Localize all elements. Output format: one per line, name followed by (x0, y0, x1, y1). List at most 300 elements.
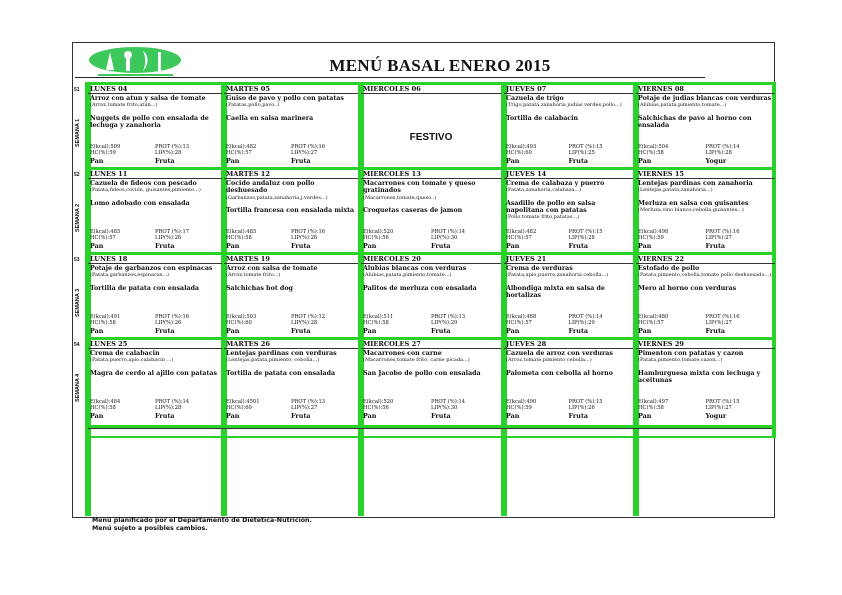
bread-dessert (226, 243, 356, 250)
day-cell (361, 85, 501, 167)
day-header: VIERNES 29 (636, 340, 775, 349)
bread-label: Pan (226, 157, 240, 165)
lipids-value: LIP(%):26 (155, 235, 182, 242)
protein-value: PROT (%):17 (155, 229, 190, 235)
nutrition-row (506, 150, 631, 156)
day-header: MIERCOLES 27 (361, 340, 501, 349)
day-menu (361, 264, 501, 292)
carbs-value: HC(%):58 (638, 405, 664, 412)
dish-name: Cazuela de arroz con verduras (506, 350, 613, 357)
energy-value: E(kcal):482 (226, 144, 257, 150)
bread-label: Pan (506, 412, 520, 420)
hospital-logo (88, 46, 183, 78)
carbs-value: HC(%):58 (226, 235, 252, 242)
nutrition-row (226, 320, 356, 326)
protein-value: PROT (%):14 (155, 399, 190, 405)
day-header: MARTES 12 (224, 170, 358, 179)
protein-value: PROT (%):16 (705, 229, 740, 235)
day-cell (636, 170, 775, 252)
nutrition-info (638, 229, 773, 242)
dish-name: Hamburguesa mixta con lechuga y aceitunas (638, 369, 761, 385)
nutrition-row (638, 235, 773, 241)
carbs-value: HC(%):58 (363, 320, 389, 327)
day-header: MIERCOLES 13 (361, 170, 501, 179)
dish-name: Tortilla de patata con ensalada (90, 284, 200, 292)
lipids-value: LIP(%):28 (291, 320, 318, 327)
energy-value: E(kcal):488 (506, 314, 537, 320)
lipids-value: LIP(%):29 (431, 320, 458, 327)
dish-name: Tortilla francesa con ensalada mixta (226, 207, 355, 215)
day-header: MARTES 19 (224, 255, 358, 264)
bread-dessert (506, 328, 631, 335)
energy-value: E(kcal):497 (638, 399, 669, 405)
nutrition-info (226, 144, 356, 157)
energy-value: E(kcal):480 (638, 314, 669, 320)
bread-dessert (638, 158, 773, 165)
bread-label: Pan (506, 157, 520, 165)
lipids-value: LIP(%):30 (431, 405, 458, 412)
bread-label: Pan (638, 157, 652, 165)
dish-name: Lentejas pardinas con zanahoria (638, 180, 753, 187)
day-menu (361, 179, 501, 214)
day-menu (504, 94, 633, 122)
day-menu (224, 264, 358, 292)
nutrition-row (226, 405, 356, 411)
dish-ingredients: (Alubias,patata,pimiento,tomate...) (363, 272, 452, 279)
dish-name: Merluza en salsa con guisantes (638, 199, 749, 207)
bread-dessert (638, 328, 773, 335)
bread-label: Pan (90, 412, 104, 420)
dish-ingredients: (Patatas,pollo,pavo..) (226, 102, 280, 109)
day-header: JUEVES 21 (504, 255, 633, 264)
dish-name: Crema de verduras (506, 265, 573, 272)
dish-name: Salchichas de pavo al horno con ensalada (638, 114, 752, 130)
lipids-value: LIP(%):27 (705, 235, 732, 242)
dessert-label: Fruta (155, 412, 175, 420)
bread-label: Pan (638, 412, 652, 420)
energy-value: E(kcal):503 (226, 314, 257, 320)
carbs-value: HC(%):58 (638, 150, 664, 157)
dish-ingredients: (Trigo,patata,zanahoria judias verdes,pollo...) (506, 102, 622, 109)
dish-ingredients: (Patata,puerro,apio,calabacin ...) (90, 357, 174, 364)
energy-value: E(kcal):4501 (226, 399, 260, 405)
dish-name: Alubias blancas con verduras (363, 265, 467, 272)
dish-ingredients: (Arroz,tomate frito,atún...) (90, 102, 158, 109)
day-menu (224, 349, 358, 377)
carbs-value: HC(%):57 (638, 320, 664, 327)
dessert-label: Fruta (291, 412, 311, 420)
nutrition-row (638, 405, 773, 411)
lipids-value: LIP(%):28 (705, 150, 732, 157)
nutrition-info (363, 229, 499, 242)
lipids-value: LIP(%):26 (568, 405, 595, 412)
bread-dessert (638, 243, 773, 250)
carbs-value: HC(%):59 (506, 405, 532, 412)
day-menu (88, 349, 222, 377)
dish-ingredients: (Lentejas,patata,pimiento, cebolla...) (226, 357, 320, 364)
bread-dessert (226, 328, 356, 335)
day-menu (636, 179, 775, 213)
dessert-label: Fruta (431, 242, 451, 250)
nutrition-info (638, 314, 773, 327)
protein-value: PROT (%):13 (155, 144, 190, 150)
day-menu (88, 94, 222, 129)
nutrition-info (226, 314, 356, 327)
bread-label: Pan (363, 242, 377, 250)
carbs-value: HC(%):60 (226, 320, 252, 327)
day-header: LUNES 04 (88, 85, 222, 94)
dish-ingredients: (Arroz,tomate,pimiento cebolla...) (506, 357, 592, 364)
lipids-value: LIP(%):30 (431, 235, 458, 242)
day-header: LUNES 11 (88, 170, 222, 179)
protein-value: PROT (%):14 (568, 314, 603, 320)
bread-dessert (638, 413, 773, 420)
dish-name: San Jacobo de pollo con ensalada (363, 369, 481, 377)
day-cell (224, 255, 358, 337)
day-cell (361, 340, 501, 422)
dish-ingredients: (Patata,garbanzos,espinacas...) (90, 272, 170, 279)
day-menu (361, 349, 501, 377)
bread-dessert (506, 243, 631, 250)
dessert-label: Fruta (705, 327, 726, 335)
nutrition-info (638, 144, 773, 157)
nutrition-row (638, 150, 773, 156)
dish-name: Mero al horno con verduras (638, 284, 737, 292)
lipids-value: LIP(%):28 (155, 405, 182, 412)
protein-value: PROT (%):16 (155, 314, 190, 320)
dish-name: Macarrones con carne (363, 350, 442, 357)
day-cell (88, 255, 222, 337)
protein-value: PROT (%):16 (705, 314, 740, 320)
protein-value: PROT (%):16 (291, 229, 326, 235)
dish-name: Guiso de pavo y pollo con patatas (226, 95, 344, 102)
dish-name: Croquetas caseras de jamon (363, 207, 463, 215)
day-cell (224, 170, 358, 252)
lipids-value: LIP(%):28 (568, 235, 595, 242)
carbs-value: HC(%):59 (90, 150, 116, 157)
energy-value: E(kcal):511 (363, 314, 394, 320)
day-header: MARTES 05 (224, 85, 358, 94)
energy-value: E(kcal):485 (90, 229, 121, 235)
carbs-value: HC(%):56 (363, 235, 389, 242)
protein-value: PROT (%):14 (431, 229, 466, 235)
nutrition-row (226, 150, 356, 156)
protein-value: PROT (%):15 (568, 229, 603, 235)
bread-label: Pan (638, 242, 652, 250)
energy-value: E(kcal):490 (506, 399, 537, 405)
nutrition-info (363, 314, 499, 327)
footer-line-1: Menú planificado por el Departamento de Dietetica-Nutrición. (92, 517, 312, 524)
dessert-label: Fruta (568, 242, 589, 250)
lipids-value: LIP(%):25 (568, 150, 595, 157)
bread-label: Pan (363, 412, 377, 420)
dish-name: Magra de cerdo al ajillo con patatas (90, 369, 217, 377)
day-header: VIERNES 15 (636, 170, 775, 179)
green-row-rule (85, 436, 776, 438)
day-menu (636, 349, 775, 384)
day-cell (636, 340, 775, 422)
page-title: MENÚ BASAL ENERO 2015 (329, 56, 551, 75)
dish-name: Albondiga mixta en salsa de hortalizas (506, 284, 605, 300)
energy-value: E(kcal):504 (638, 144, 669, 150)
empty-row-rule (88, 428, 772, 429)
day-header: VIERNES 22 (636, 255, 775, 264)
bread-label: Pan (226, 412, 240, 420)
day-header: MIERCOLES 06 (361, 85, 501, 94)
bread-label: Pan (506, 327, 520, 335)
dessert-label: Fruta (568, 327, 589, 335)
dish-name: Lomo adobado con ensalada (90, 199, 190, 207)
nutrition-row (90, 150, 220, 156)
lipids-value: LIP(%):26 (155, 320, 182, 327)
dish-ingredients: (Macarrones,tomate,queso..) (363, 194, 437, 201)
dish-name: Potaje de judias blancas con verduras (638, 95, 772, 102)
protein-value: PROT (%):16 (291, 144, 326, 150)
dessert-label: Fruta (568, 157, 589, 165)
lipids-value: LIP(%):27 (291, 150, 318, 157)
bread-dessert (226, 158, 356, 165)
protein-value: PROT (%):14 (705, 144, 740, 150)
nutrition-info (90, 314, 220, 327)
bread-label: Pan (363, 327, 377, 335)
dish-name: Asadillo de pollo en salsa napolitana con patatas (506, 199, 596, 215)
dish-name: Palometa con cebolla al horno (506, 369, 613, 377)
protein-value: PROT (%):14 (431, 399, 466, 405)
dish-ingredients: (Macarrones,tomate frito, carne picada...) (363, 357, 470, 364)
day-menu (636, 94, 775, 129)
lipids-value: LIP(%):26 (291, 235, 318, 242)
energy-value: E(kcal):498 (638, 229, 669, 235)
week-number: 53 (74, 257, 80, 263)
energy-value: E(kcal):520 (363, 399, 394, 405)
dish-name: Arroz con atun y salsa de tomate (90, 95, 206, 102)
day-menu (504, 349, 633, 377)
dessert-label: Yogur (705, 412, 727, 420)
nutrition-row (90, 320, 220, 326)
nutrition-row (638, 320, 773, 326)
dessert-label: Fruta (155, 157, 175, 165)
dessert-label: Fruta (431, 412, 451, 420)
day-cell (504, 340, 633, 422)
bread-label: Pan (506, 242, 520, 250)
dish-name: Crema de calabacin (90, 350, 160, 357)
carbs-value: HC(%):60 (226, 405, 252, 412)
week-label: SEMANA 3 (75, 288, 81, 317)
carbs-value: HC(%):57 (506, 320, 532, 327)
dish-ingredients: (Patata,apio,puerro,zanahoria cebolla...) (506, 272, 609, 279)
dish-ingredients: (Patata,pimiento,tomate,cazon...) (638, 357, 723, 364)
nutrition-info (90, 399, 220, 412)
bread-dessert (90, 158, 220, 165)
nutrition-row (90, 235, 220, 241)
day-cell (88, 85, 222, 167)
bread-label: Pan (226, 242, 240, 250)
bread-dessert (90, 243, 220, 250)
day-cell (504, 85, 633, 167)
nutrition-info (363, 399, 499, 412)
day-cell (636, 255, 775, 337)
day-header: JUEVES 28 (504, 340, 633, 349)
energy-value: E(kcal):509 (90, 144, 121, 150)
dish-ingredients: (Pollo,tomate frito,patatas...) (506, 214, 580, 221)
dessert-label: Fruta (291, 242, 311, 250)
nutrition-info (506, 229, 631, 242)
bread-dessert (90, 328, 220, 335)
dessert-label: Yogur (705, 157, 727, 165)
day-header: JUEVES 07 (504, 85, 633, 94)
nutrition-info (90, 144, 220, 157)
week-label: SEMANA 2 (75, 203, 81, 232)
dish-name: Caella en salsa marinera (226, 114, 314, 122)
protein-value: PROT (%):15 (568, 144, 603, 150)
nutrition-row (90, 405, 220, 411)
day-cell (224, 340, 358, 422)
dish-name: Tortilla de calabacin (506, 114, 579, 122)
day-menu (636, 264, 775, 292)
day-header: VIERNES 08 (636, 85, 775, 94)
day-menu (224, 94, 358, 122)
bread-dessert (363, 413, 499, 420)
nutrition-row (363, 235, 499, 241)
protein-value: PROT (%):15 (568, 399, 603, 405)
dish-ingredients: (Alubias,patata,pimiento,tomate...) (638, 102, 727, 109)
nutrition-row (363, 405, 499, 411)
nutrition-row (506, 320, 631, 326)
dish-name: Potaje de garbanzos con espinacas (90, 265, 213, 272)
dish-ingredients: (Lentejas,patata,zanahoria...) (638, 187, 713, 194)
bread-dessert (363, 243, 499, 250)
dessert-label: Fruta (568, 412, 589, 420)
dish-name: Salchichas hot dog (226, 284, 293, 292)
nutrition-info (226, 399, 356, 412)
dish-name: Cazuela de trigo (506, 95, 564, 102)
day-menu (224, 179, 358, 214)
week-number: 54 (74, 342, 80, 348)
day-cell (361, 170, 501, 252)
day-header: LUNES 18 (88, 255, 222, 264)
protein-value: PROT (%):13 (291, 399, 326, 405)
bread-label: Pan (90, 242, 104, 250)
bread-dessert (363, 328, 499, 335)
dish-ingredients: (Patata,pimiento,cebolla,tomate pollo deshuesado...) (638, 272, 772, 279)
dish-name: Cazuela de fideos con pescado (90, 180, 197, 187)
protein-value: PROT (%):13 (431, 314, 466, 320)
title-rule (75, 77, 705, 78)
dish-name: Palitos de merluza con ensalada (363, 284, 477, 292)
dish-name: Estofado de pollo (638, 265, 700, 272)
bread-label: Pan (638, 327, 652, 335)
dish-name: Crema de calabaza y puerro (506, 180, 605, 187)
day-menu (88, 264, 222, 292)
carbs-value: HC(%):57 (90, 235, 116, 242)
bread-label: Pan (90, 327, 104, 335)
dessert-label: Fruta (291, 157, 311, 165)
footer-line-2: Menú sujeto a posibles cambios. (92, 525, 208, 532)
day-cell (361, 255, 501, 337)
energy-value: E(kcal):493 (506, 144, 537, 150)
carbs-value: HC(%):56 (363, 405, 389, 412)
bread-label: Pan (90, 157, 104, 165)
week-label: SEMANA 1 (75, 118, 81, 147)
carbs-value: HC(%):57 (506, 235, 532, 242)
dish-name: Lentejas pardinas con verduras (226, 350, 337, 357)
lipids-value: LIP(%):28 (155, 150, 182, 157)
carbs-value: HC(%):59 (638, 235, 664, 242)
lipids-value: LIP(%):27 (291, 405, 318, 412)
day-header: JUEVES 14 (504, 170, 633, 179)
nutrition-info (506, 144, 631, 157)
dish-name: Tortilla de patata con ensalada (226, 369, 336, 377)
day-header: MARTES 26 (224, 340, 358, 349)
day-cell (636, 85, 775, 167)
nutrition-info (226, 229, 356, 242)
week-number: 52 (74, 172, 80, 178)
nutrition-row (506, 405, 631, 411)
protein-value: PROT (%):12 (291, 314, 326, 320)
nutrition-info (506, 399, 631, 412)
energy-value: E(kcal):520 (363, 229, 394, 235)
dish-name: Nuggets de pollo con ensalada de lechuga y zanahoria (90, 114, 209, 130)
day-cell (88, 340, 222, 422)
bread-dessert (506, 158, 631, 165)
dish-name: Cocido andaluz con pollo deshuesado (226, 180, 315, 195)
week-number: 51 (74, 87, 80, 93)
carbs-value: HC(%):58 (90, 405, 116, 412)
nutrition-info (638, 399, 773, 412)
energy-value: E(kcal):485 (226, 229, 257, 235)
day-cell (224, 85, 358, 167)
day-cell (504, 170, 633, 252)
dish-ingredients: (Patata,fideos,coción, guisantes,pimiento...) (90, 187, 201, 194)
lipids-value: LIP(%):27 (705, 405, 732, 412)
protein-value: PROT (%):15 (705, 399, 740, 405)
dessert-label: Fruta (705, 242, 726, 250)
nutrition-row (506, 235, 631, 241)
bread-dessert (226, 413, 356, 420)
lipids-value: LIP(%):27 (705, 320, 732, 327)
day-header: LUNES 25 (88, 340, 222, 349)
dessert-label: Fruta (155, 327, 175, 335)
nutrition-info (90, 229, 220, 242)
dish-name: Arroz con salsa de tomate (226, 265, 318, 272)
dessert-label: Fruta (155, 242, 175, 250)
carbs-value: HC(%):60 (506, 150, 532, 157)
nutrition-info (506, 314, 631, 327)
day-header: MIERCOLES 20 (361, 255, 501, 264)
day-cell (504, 255, 633, 337)
day-menu (88, 179, 222, 207)
nutrition-row (226, 235, 356, 241)
dish-ingredients: (Arroz,tomate frito...) (226, 272, 281, 279)
day-menu (504, 179, 633, 221)
dessert-label: Fruta (291, 327, 311, 335)
carbs-value: HC(%):57 (226, 150, 252, 157)
energy-value: E(kcal):491 (90, 314, 121, 320)
bread-label: Pan (226, 327, 240, 335)
festivo-label: FESTIVO (409, 132, 453, 143)
dish-name: Pimenton con patatas y cazon (638, 350, 744, 357)
day-cell (88, 170, 222, 252)
week-label: SEMANA 4 (75, 373, 81, 402)
dish-ingredients: (Merluza,vino blanco,cebolla,guisantes...) (638, 207, 744, 214)
nutrition-row (363, 320, 499, 326)
dessert-label: Fruta (431, 327, 451, 335)
energy-value: E(kcal):484 (90, 399, 121, 405)
lipids-value: LIP(%):29 (568, 320, 595, 327)
dish-name: Macarrones con tomate y queso gratinados (363, 180, 476, 195)
energy-value: E(kcal):482 (506, 229, 537, 235)
bread-dessert (90, 413, 220, 420)
